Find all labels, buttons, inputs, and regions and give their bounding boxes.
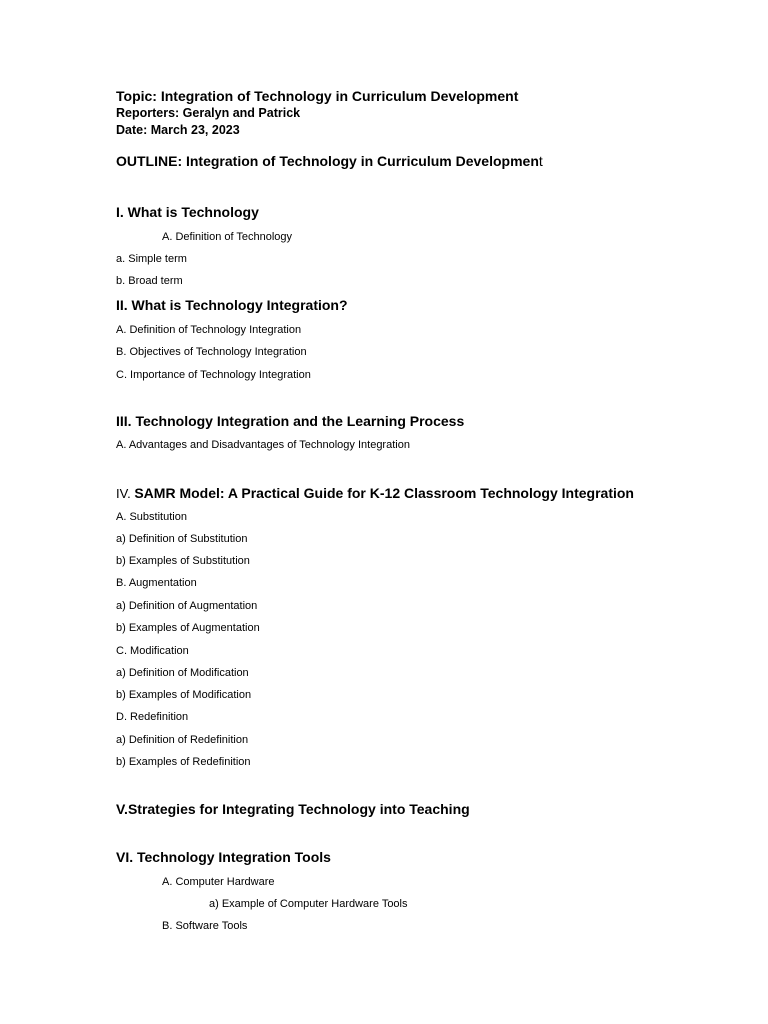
list-item: a) Definition of Modification	[116, 667, 249, 679]
outline-title-main: OUTLINE: Integration of Technology in Curriculum Developmen	[116, 153, 539, 169]
list-item: A. Advantages and Disadvantages of Technology Integration	[116, 439, 410, 451]
list-item: C. Importance of Technology Integration	[116, 369, 311, 381]
reporters-line: Reporters: Geralyn and Patrick	[116, 106, 301, 120]
topic-line: Topic: Integration of Technology in Curriculum Development	[116, 88, 519, 104]
list-item: D. Redefinition	[116, 711, 189, 723]
section-heading-5: V.Strategies for Integrating Technology into Teaching	[116, 801, 470, 817]
list-item: b. Broad term	[116, 275, 183, 287]
date-line: Date: March 23, 2023	[116, 123, 240, 137]
section-heading-1: I. What is Technology	[116, 204, 259, 220]
list-item: a) Example of Computer Hardware Tools	[209, 898, 408, 910]
section-heading-3: III. Technology Integration and the Learning Process	[116, 413, 465, 429]
list-item: A. Definition of Technology Integration	[116, 324, 302, 336]
outline-title	[116, 154, 543, 168]
list-item: A. Computer Hardware	[162, 876, 275, 888]
list-item: B. Augmentation	[116, 577, 197, 589]
list-item: b) Examples of Redefinition	[116, 756, 251, 768]
list-item: a) Definition of Augmentation	[116, 600, 258, 612]
list-item: b) Examples of Modification	[116, 689, 252, 701]
list-item: A. Substitution	[116, 511, 187, 523]
list-item: B. Objectives of Technology Integration	[116, 346, 307, 358]
list-item: a) Definition of Redefinition	[116, 734, 249, 746]
list-item: A. Definition of Technology	[162, 231, 293, 243]
section-heading-4-text: SAMR Model: A Practical Guide for K-12 Classroom Technology Integration	[134, 485, 634, 501]
list-item: b) Examples of Substitution	[116, 555, 250, 567]
section-heading-2: II. What is Technology Integration?	[116, 297, 348, 313]
list-item: b) Examples of Augmentation	[116, 622, 260, 634]
outline-title-tail: t	[538, 153, 543, 169]
list-item: a. Simple term	[116, 253, 187, 265]
list-item: B. Software Tools	[162, 920, 248, 932]
section-numeral-4: IV.	[116, 486, 135, 501]
section-heading-4	[116, 486, 634, 500]
list-item: C. Modification	[116, 645, 189, 657]
list-item: a) Definition of Substitution	[116, 533, 248, 545]
section-heading-6: VI. Technology Integration Tools	[116, 849, 331, 865]
